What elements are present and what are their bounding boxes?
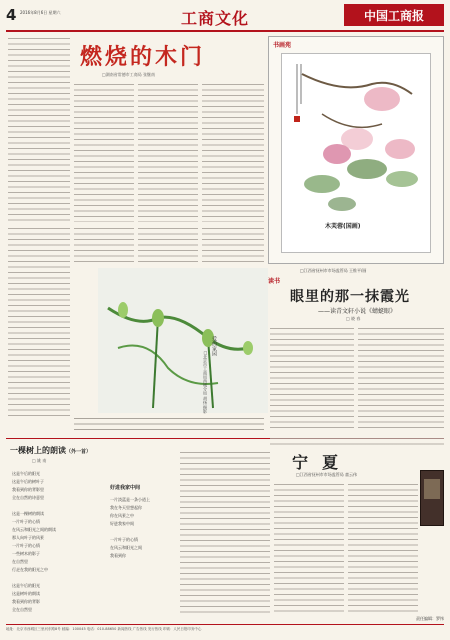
poem-line: 这是午后的阳光	[12, 583, 40, 588]
poem-line: 一片叶子的心情	[110, 537, 138, 542]
poem-title-main: 一棵树上的朗读	[10, 445, 66, 455]
poem-line: 在风云和阳光之间的朗读	[12, 527, 56, 532]
poem-line	[12, 574, 56, 582]
painting-caption: 木芙蓉(国画)	[325, 223, 361, 230]
article-text-column	[8, 36, 70, 222]
poem-line: 行走在我的阳光之中	[12, 567, 48, 572]
review-text-column	[270, 326, 354, 432]
page-footer: 地址：北京市西城区三里河东路8号 邮编：100045 电话：010-88650 新闻热线 广告热线 发行热线 印刷：人民日报印务中心	[6, 624, 444, 632]
poem-line: 在风云和阳光之间	[110, 545, 142, 550]
poem-line: 一些树木的影子	[12, 551, 40, 556]
poem-line: 那人向叶子的风景	[12, 535, 44, 540]
poem-line: 我在冬天里想起你	[110, 505, 142, 510]
poem-line: 好进我家中间	[110, 521, 134, 526]
section-title: 工商文化	[181, 9, 250, 28]
poem-line: 我看到你的背影	[12, 599, 40, 604]
painting-credit: □江西省抚州市市场监管局 王惟平/画	[300, 268, 367, 273]
ningxia-text-column	[348, 482, 418, 616]
photo-title: 爱的家园	[211, 336, 217, 356]
book-cover-image	[420, 470, 444, 526]
review-text-column	[270, 436, 444, 446]
poem-line: 一片叶子的心情	[12, 543, 40, 548]
poem-line: 这是午后的树叶子	[12, 479, 44, 484]
article-title: 燃烧的木门	[80, 44, 206, 70]
poem-line: 全在自然里	[12, 607, 32, 612]
article-text-column	[74, 226, 134, 264]
editor-credit: 责任编辑：罗纬	[416, 616, 444, 621]
ningxia-author: □江西省抚州市市场监管局 童云伟	[296, 472, 358, 477]
review-text-column	[358, 326, 444, 432]
ningxia-title: 宁夏	[292, 453, 353, 472]
dateline: 2016年8月6日 星期六	[20, 10, 61, 15]
review-title: 眼里的那一抹霞光	[290, 289, 410, 305]
poem-line: 全在自然的诗意里	[12, 495, 44, 500]
poem-lines	[110, 496, 150, 560]
poem-title-suffix: （外一首）	[66, 449, 92, 455]
poem-title	[10, 445, 91, 456]
page-number: 4	[6, 6, 17, 24]
poem-line: 这是午后的阳光	[12, 471, 40, 476]
article-text-column	[202, 226, 264, 264]
reading-section-tag: 读书	[268, 278, 281, 285]
painting-panel	[268, 36, 444, 264]
poem-author: □ 姚 南	[32, 458, 47, 463]
poem-line: 在自然里	[12, 559, 28, 564]
header-rule	[6, 30, 444, 32]
poem-lines	[12, 470, 56, 614]
poem-line: 一片叶子的心情	[12, 519, 40, 524]
poem-line: 我看到你的背影里	[12, 487, 44, 492]
page-header	[6, 4, 444, 30]
poem-line: 这是树叶的朗读	[12, 591, 40, 596]
review-author: □ 晓 春	[346, 316, 361, 321]
article-text-column	[74, 82, 134, 222]
poem-line	[110, 528, 150, 536]
poem-line: 这是一棵树的朗读	[12, 511, 44, 516]
poem-line: 一片淡蓝是一条小道上	[110, 497, 150, 502]
article-byline: □湖南省常德市工商局 张继南	[102, 72, 156, 77]
review-subtitle: ——读青文轩小说《蜻蜓眼》	[318, 308, 397, 315]
plant-photo	[98, 268, 268, 413]
article-text-column	[138, 226, 198, 264]
article-text-column	[74, 416, 264, 434]
article-text-column	[8, 226, 70, 416]
masthead-logo: 中国工商报	[344, 4, 444, 26]
photo-credit: □北京市工商局西城分局 胡扬 摄影	[203, 350, 208, 414]
ningxia-text-column	[274, 482, 344, 616]
poem-second-title: 好进我家中间	[110, 485, 141, 491]
article-text-column	[202, 82, 264, 222]
poem-text-column	[180, 450, 270, 616]
poem-line: 你在风景之中	[110, 513, 134, 518]
article-text-column	[138, 82, 198, 222]
painting-section-tag: 书画苑	[273, 42, 292, 49]
poem-line	[12, 502, 56, 510]
plant-photo-art	[98, 268, 268, 413]
poem-line: 我看到你	[110, 553, 126, 558]
